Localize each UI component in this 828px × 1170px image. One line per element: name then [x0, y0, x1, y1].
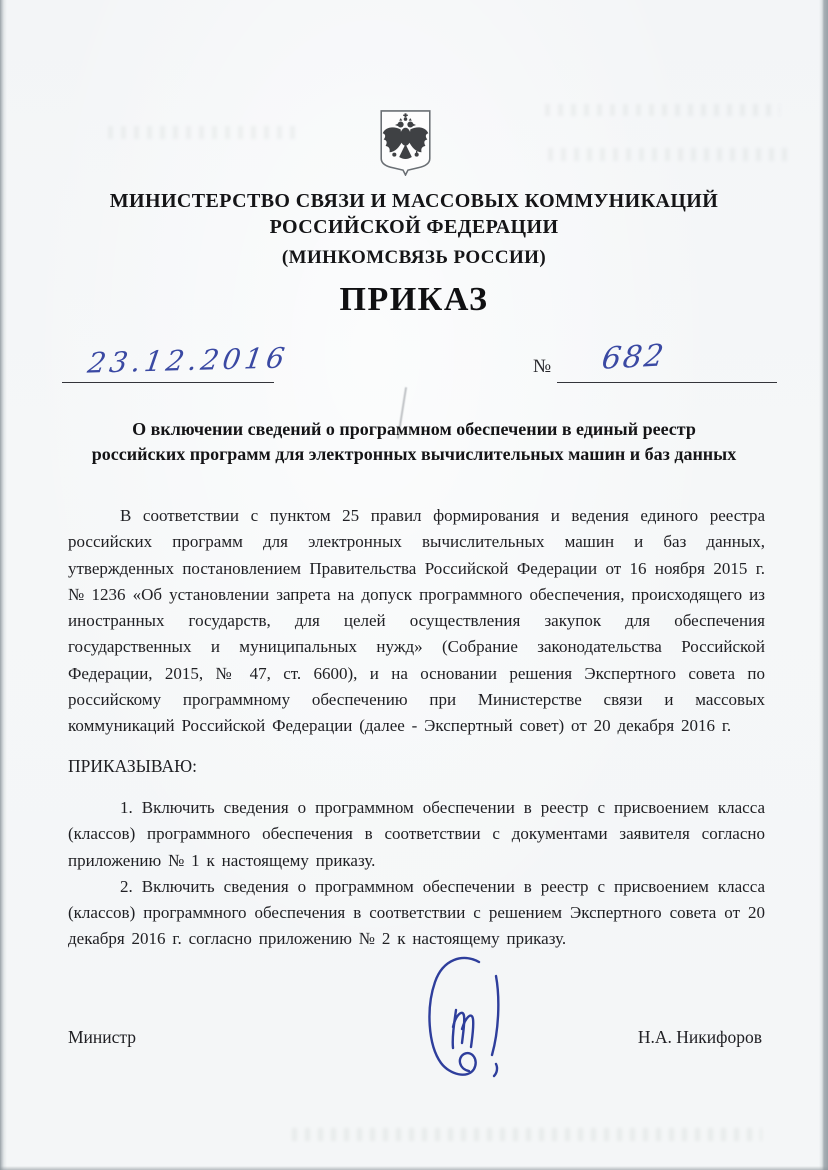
intro-section [68, 503, 765, 740]
order-title [50, 417, 778, 467]
bleedthrough-artifact [292, 1128, 762, 1141]
document-type-heading: ПРИКАЗ [339, 281, 489, 318]
signature-icon [416, 950, 531, 1100]
ministry-short-name: (МИНКОМСВЯЗЬ РОССИИ) [281, 247, 547, 268]
handwritten-number: 682 [599, 338, 668, 377]
order-title-line1: О включении сведений о программном обеспечении в единый реестр [132, 419, 696, 439]
ministry-name-line1: МИНИСТЕРСТВО СВЯЗИ И МАССОВЫХ КОММУНИКАЦИЙ [109, 190, 719, 212]
bleedthrough-artifact [108, 126, 298, 139]
order-title-line2: российских программ для электронных вычислительных машин и баз данных [91, 444, 737, 464]
intro-paragraph: В соответствии с пунктом 25 правил формирования и ведения единого реестра российских программ для электронных вычислительных машин и баз данных, утвержденных постановлением Правительства Российской Федерации от 16 ноября 2015 г. № 1236 «Об установлении запрета на допуск программного обеспечения, происходящего из иностранных государств, для целей осуществления закупок для обеспечения государственных и муниципальных нужд» (Собрание законодательства Российской Федерации, 2015, № 47, ст. 6600), и на основании решения Экспертного совета по российскому программному обеспечению при Министерстве связи и массовых коммуникаций Российской Федерации (далее - Экспертный совет) от 20 декабря 2016 г. [68, 506, 765, 736]
number-underline [557, 347, 777, 383]
order-item-2: 2. Включить сведения о программном обеспечении в реестр с присвоением класса (классов) программного обеспечения в соответствии с решением Экспертного совета от 20 декабря 2016 г. согласно приложению № 2 к настоящему приказу. [68, 876, 765, 949]
signer-name: Н.А. Никифоров [637, 1027, 762, 1047]
scan-edge-left [0, 0, 7, 1170]
scan-edge-bottom [0, 1166, 828, 1170]
order-items [68, 795, 765, 953]
scan-edge-right [819, 0, 828, 1170]
bleedthrough-artifact [548, 148, 788, 161]
ministry-name-line2: РОССИЙСКОЙ ФЕДЕРАЦИИ [269, 216, 559, 238]
bleedthrough-artifact [545, 104, 780, 116]
handwritten-date: 23.12.2016 [85, 341, 291, 380]
signer-title: Министр [68, 1027, 137, 1047]
number-sign: № [533, 356, 552, 377]
order-word: ПРИКАЗЫВАЮ: [68, 756, 197, 776]
order-item-1: 1. Включить сведения о программном обеспечении в реестр с присвоением класса (классов) программного обеспечения в соответствии с документами заявителя согласно приложению № 1 к настоящему приказу. [68, 798, 765, 870]
russian-coat-of-arms-icon [377, 108, 434, 176]
